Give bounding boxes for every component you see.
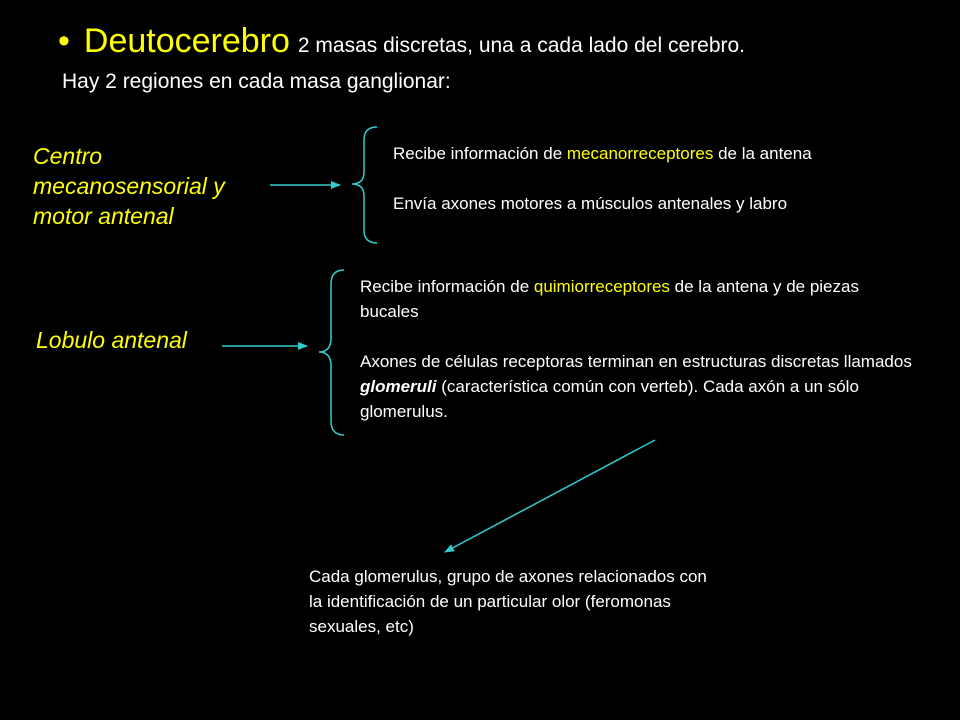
bullet-icon: • [58, 22, 70, 60]
region-label-centro-mecanosensorial: Centro mecanosensorial y motor antenal [33, 143, 225, 229]
glomeruli-term: glomeruli [360, 377, 437, 396]
region1-line1-text: Recibe información de [393, 144, 567, 163]
glomerulus-note: Cada glomerulus, grupo de axones relacionados con la identificación de un particular olor (feromonas sexuales, etc) [309, 567, 707, 636]
region2-line2-tail: (característica común con verteb). Cada axón a un sólo glomerulus. [360, 377, 859, 421]
region-label-lobulo-antenal: Lobulo antenal [36, 327, 187, 353]
region2-line2-text: Axones de células receptoras terminan en estructuras discretas llamados [360, 352, 912, 371]
brace-icon-region2 [319, 270, 344, 435]
region1-line2: Envía axones motores a músculos antenales y labro [393, 194, 788, 213]
highlight-quimiorreceptores: quimiorreceptores [533, 277, 670, 296]
region2-line1-tail: de la antena y de piezas bucales [360, 277, 859, 321]
slide-title-description: 2 masas discretas, una a cada lado del cerebro. [297, 34, 746, 57]
arrow-icon-glomerulus [445, 440, 655, 552]
region1-line1-tail: de la antena [713, 144, 812, 163]
highlight-mecanorreceptores: mecanorreceptores [566, 144, 714, 163]
region2-line1-text: Recibe información de [360, 277, 534, 296]
slide-title: Deutocerebro [83, 22, 290, 60]
brace-icon-region1 [352, 127, 377, 243]
slide-subtitle: Hay 2 regiones en cada masa ganglionar: [62, 70, 451, 93]
